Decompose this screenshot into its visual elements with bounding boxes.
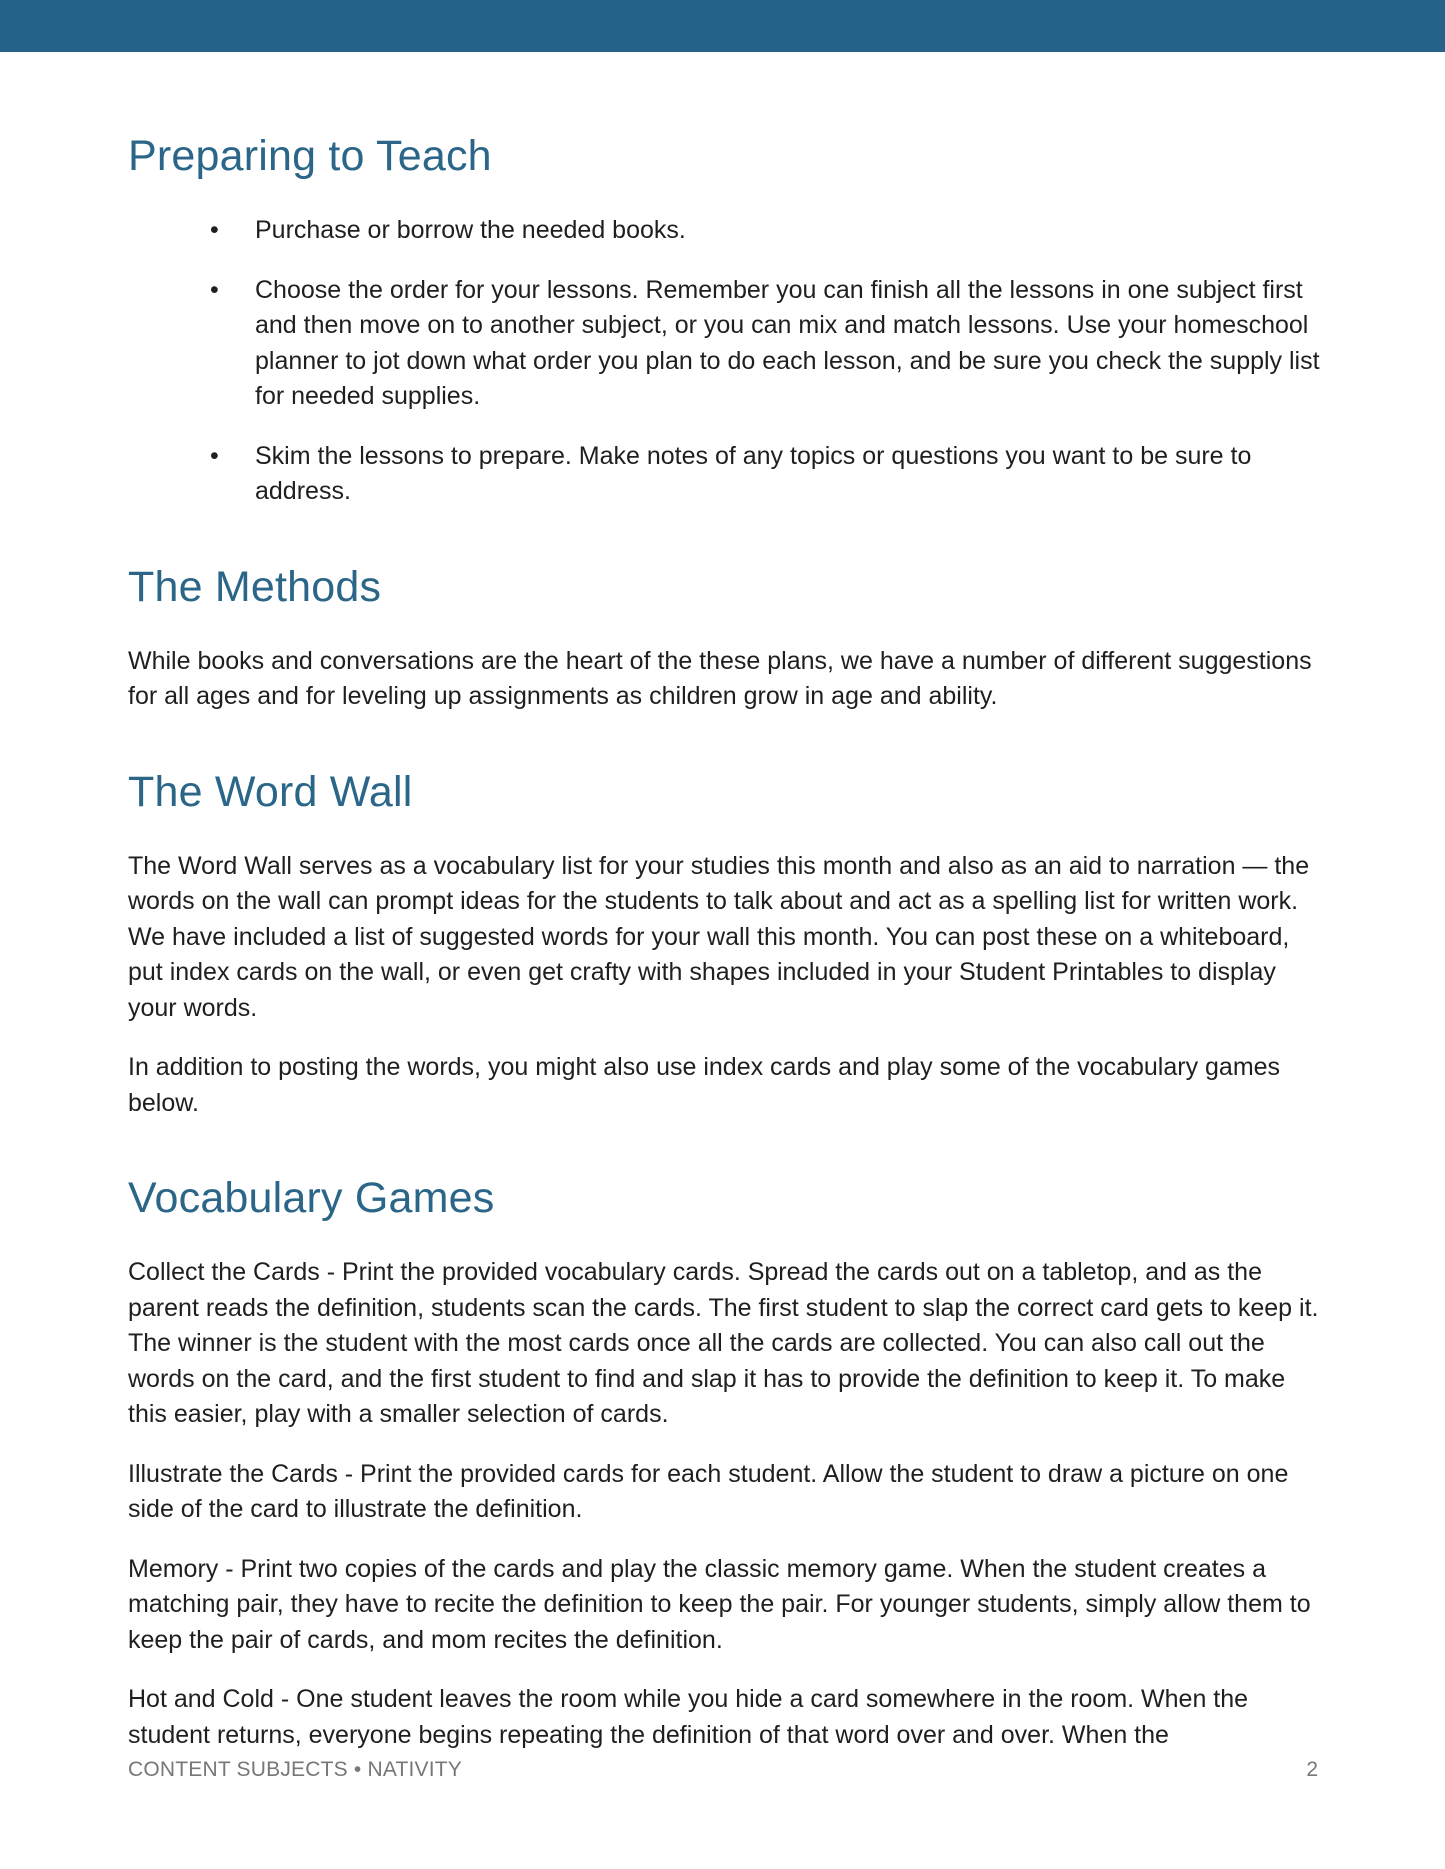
page-content	[128, 126, 1320, 1753]
game-illustrate-the-cards: Illustrate the Cards - Print the provided cards for each student. Allow the student to draw a picture on one side of the card to illustrate the definition.	[128, 1459, 1289, 1523]
bullet-item	[210, 273, 1320, 415]
heading-the-methods: The Methods	[128, 562, 382, 611]
footer-page-number: 2	[1306, 1758, 1318, 1781]
preparing-bullet-list	[128, 213, 1320, 510]
heading-vocabulary-games: Vocabulary Games	[128, 1174, 495, 1222]
footer-running-title: CONTENT SUBJECTS • NATIVITY	[128, 1758, 463, 1781]
bullet-item	[210, 439, 1320, 510]
word-wall-paragraph: The Word Wall serves as a vocabulary list for your studies this month and also as an aid to narration — the words on the wall can prompt ideas for the students to talk about and act as a spelling list for written work. We have included a list of suggested words for your wall this month. You can post these on a whiteboard, put index cards on the wall, or even get crafty with shapes included in your Student Printables to display your words.	[128, 851, 1310, 1022]
bullet-item	[210, 213, 1320, 249]
bullet-dot-icon: •	[210, 275, 219, 304]
word-wall-paragraph: In addition to posting the words, you might also use index cards and play some of the vocabulary games below.	[128, 1053, 1281, 1117]
game-collect-the-cards: Collect the Cards - Print the provided vocabulary cards. Spread the cards out on a tabletop, and as the parent reads the definition, students scan the cards. The first student to slap the correct card gets to keep it. The winner is the student with the most cards once all the cards are collected. You can also call out the words on the card, and the first student to find and slap it has to provide the definition to keep it. To make this easier, play with a smaller selection of cards.	[128, 1258, 1319, 1428]
bullet-text: Purchase or borrow the needed books.	[255, 216, 686, 244]
bullet-text: Choose the order for your lessons. Remember you can finish all the lessons in one subject first and then move on to another subject, or you can mix and match lessons. Use your homeschool planner to jot down what order you plan to do each lesson, and be sure you check the supply list for needed supplies.	[255, 275, 1320, 410]
heading-preparing-to-teach: Preparing to Teach	[128, 132, 492, 180]
methods-paragraph: While books and conversations are the heart of the these plans, we have a number of different suggestions for all ages and for leveling up assignments as children grow in age and ability.	[128, 646, 1312, 710]
bullet-dot-icon: •	[210, 441, 219, 470]
bullet-text: Skim the lessons to prepare. Make notes of any topics or questions you want to be sure to address.	[255, 441, 1252, 505]
top-color-bar	[0, 0, 1445, 52]
game-memory: Memory - Print two copies of the cards and play the classic memory game. When the student creates a matching pair, they have to recite the definition to keep the pair. For younger students, simply allow them to keep the pair of cards, and mom recites the definition.	[128, 1554, 1311, 1654]
bullet-dot-icon: •	[210, 216, 219, 244]
heading-the-word-wall: The Word Wall	[128, 767, 413, 816]
game-hot-and-cold: Hot and Cold - One student leaves the room while you hide a card somewhere in the room. When the student returns, everyone begins repeating the definition of that word over and over. When the	[128, 1685, 1249, 1749]
